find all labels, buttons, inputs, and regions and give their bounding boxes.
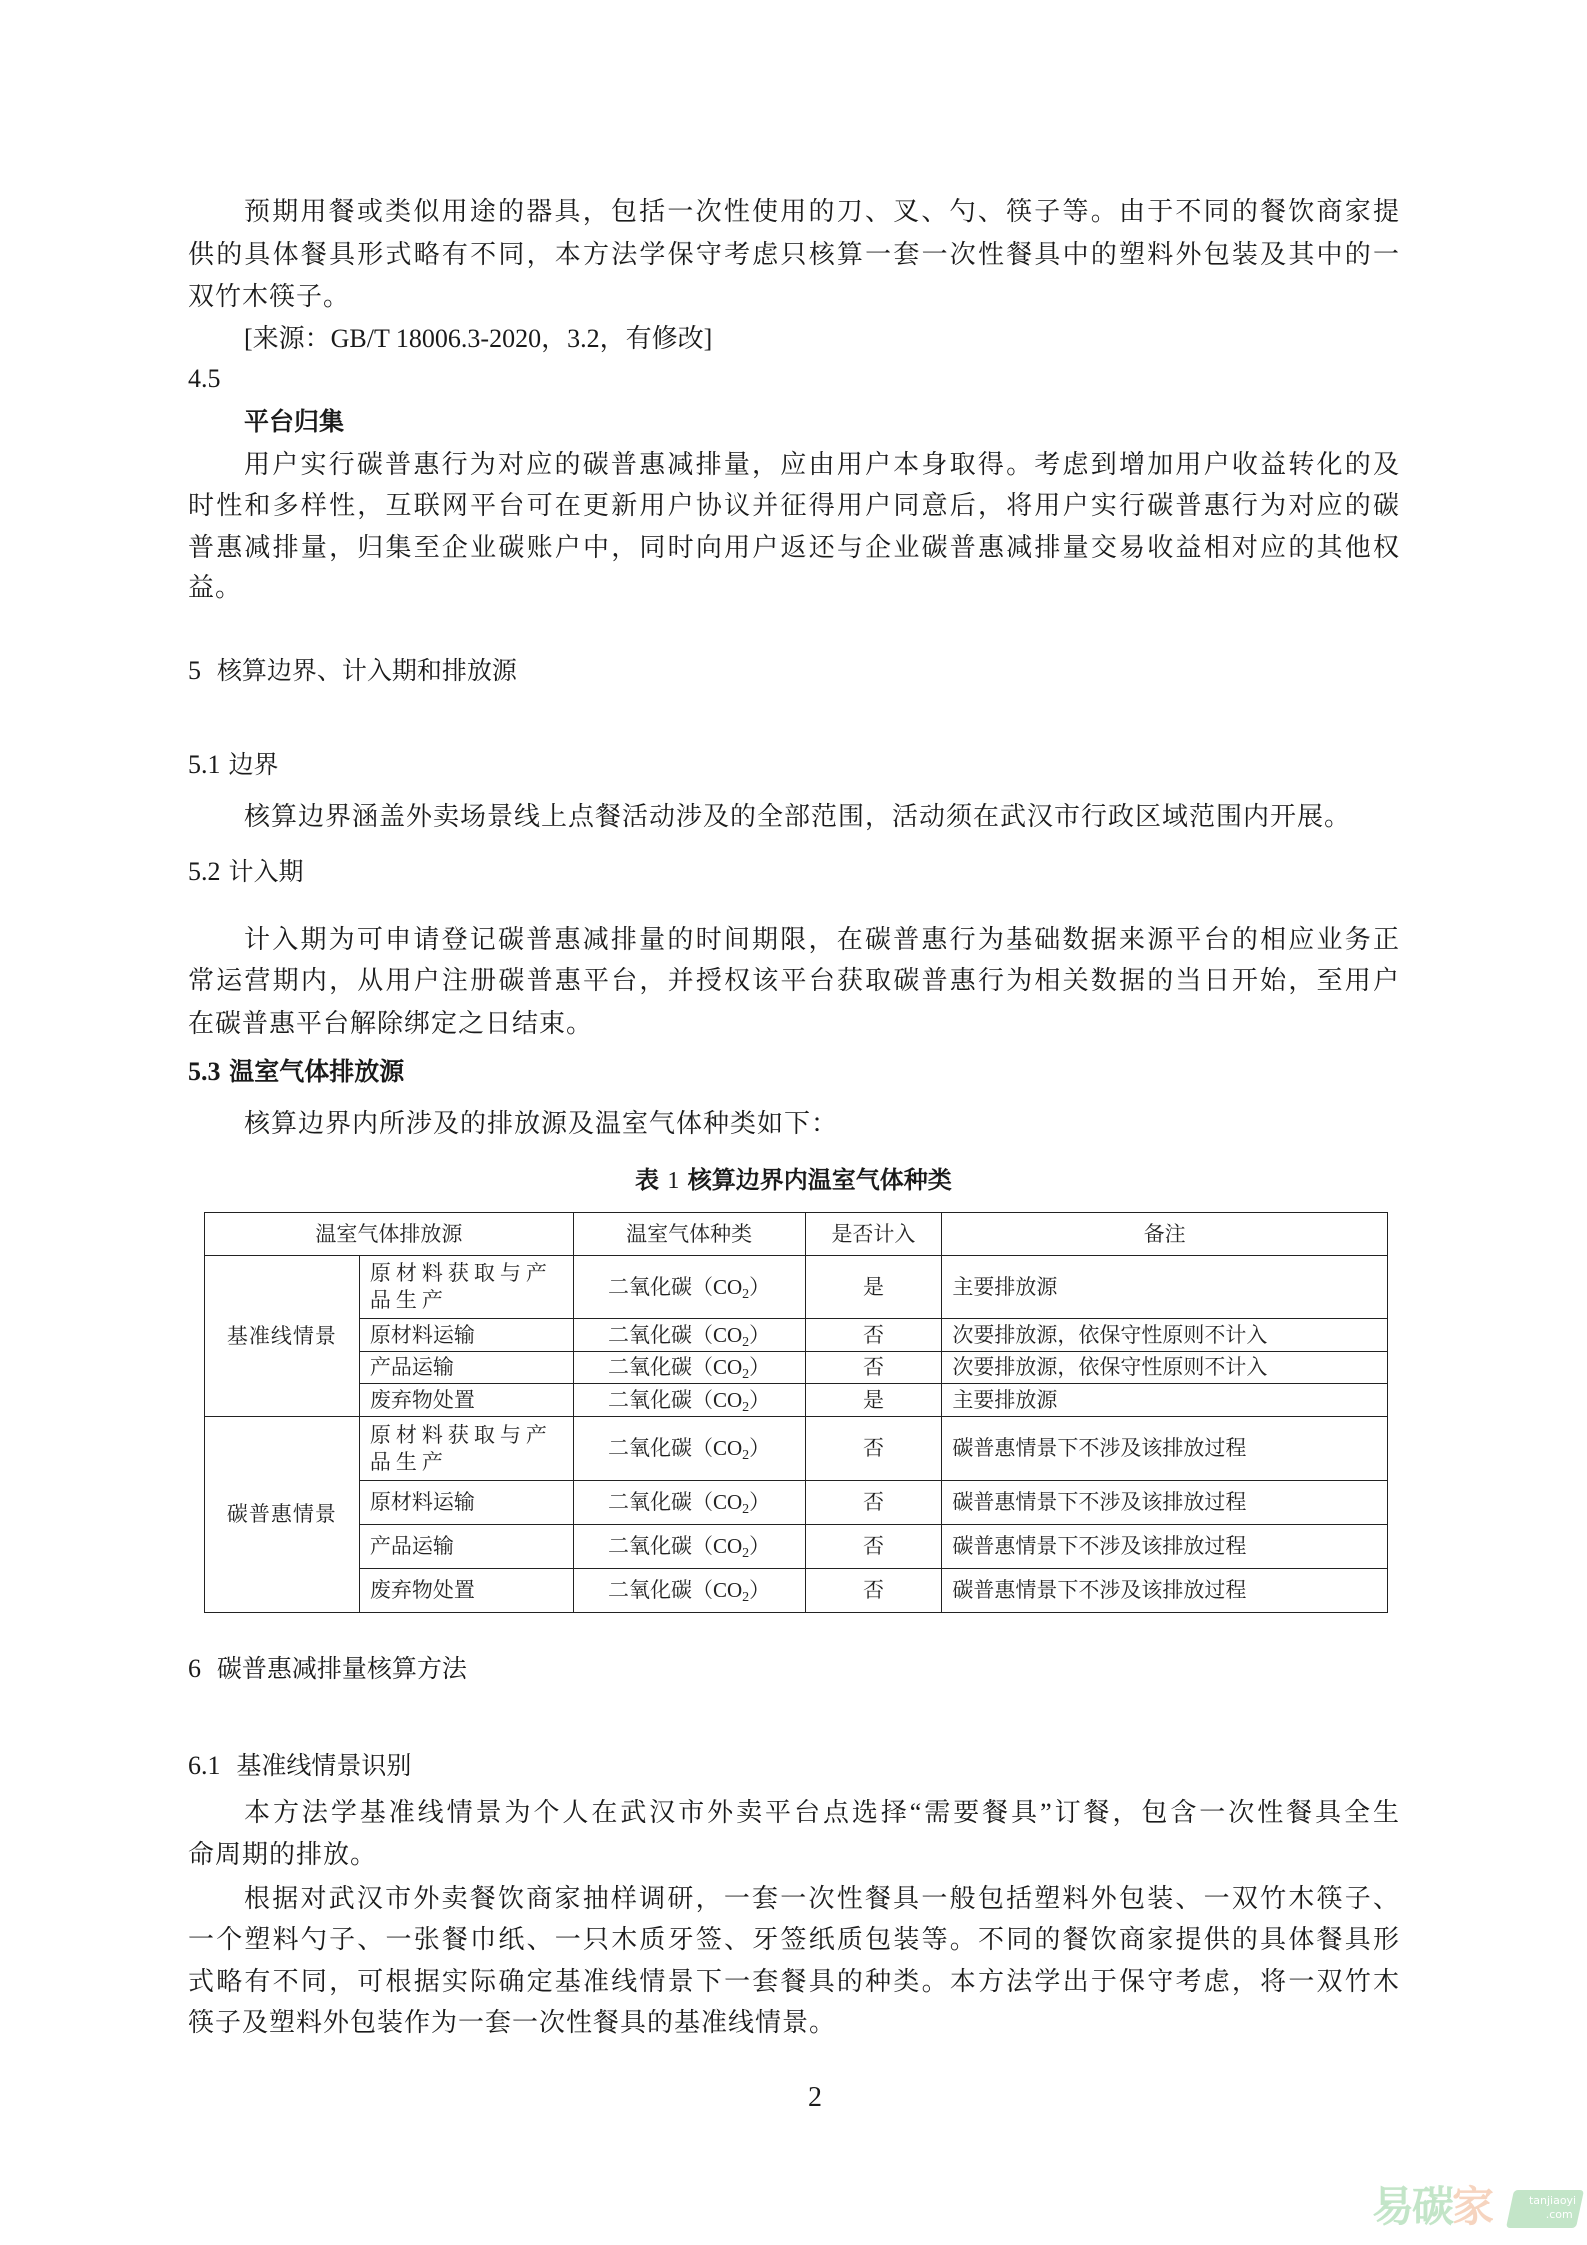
section-6-1-p2-line-3: 式略有不同，可根据实际确定基准线情景下一套餐具的种类。本方法学出于保守考虑，将一双竹木	[188, 1967, 1400, 1996]
row-gas	[573, 1569, 805, 1613]
row-source: 原材料获取与产品生产	[359, 1417, 573, 1481]
header-gas: 温室气体种类	[573, 1213, 805, 1256]
watermark-brand	[1372, 2182, 1492, 2232]
table-caption-number: 1	[667, 1168, 680, 1194]
row-source: 原材料运输	[359, 1319, 573, 1352]
row-gas	[573, 1384, 805, 1417]
row-source: 废弃物处置	[359, 1569, 573, 1613]
gas-close: ）	[749, 1322, 771, 1347]
section-6-number: 6	[188, 1654, 201, 1683]
section-4-5-line-2: 时性和多样性，互联网平台可在更新用户协议并征得用户同意后，将用户实行碳普惠行为对应的碳	[188, 491, 1400, 520]
section-5-2-number: 5.2	[188, 857, 221, 886]
row-note: 主要排放源	[942, 1384, 1388, 1417]
section-4-5-number: 4.5	[188, 364, 221, 393]
section-5-2-title: 计入期	[228, 857, 304, 886]
table-caption-prefix: 表	[635, 1166, 659, 1194]
watermark-logo	[1372, 2180, 1582, 2236]
watermark-domain-line1: tanjiaoyi	[1528, 2194, 1577, 2207]
section-6-heading	[188, 1654, 467, 1684]
section-5-number: 5	[188, 656, 201, 685]
row-source: 原材料获取与产品生产	[359, 1256, 573, 1319]
gas-close: ）	[749, 1578, 771, 1602]
row-counted: 否	[805, 1352, 942, 1384]
table-row	[205, 1384, 1388, 1417]
section-5-3-title: 温室气体排放源	[229, 1057, 405, 1086]
section-4-5-line-1: 用户实行碳普惠行为对应的碳普惠减排量，应由用户本身取得。考虑到增加用户收益转化的及	[244, 450, 1400, 479]
table-row	[205, 1481, 1388, 1525]
section-5-3-heading	[188, 1057, 404, 1087]
section-6-1-p2-line-2: 一个塑料勺子、一张餐巾纸、一只木质牙签、牙签纸质包装等。不同的餐饮商家提供的具体餐具形	[188, 1925, 1400, 1954]
section-5-1-title: 边界	[228, 750, 279, 779]
gas-subscript: 2	[742, 1399, 750, 1415]
row-counted: 否	[805, 1319, 942, 1352]
section-6-1-heading	[188, 1751, 411, 1781]
row-source: 废弃物处置	[359, 1384, 573, 1417]
section-4-5-line-3: 普惠减排量，归集至企业碳账户中，同时向用户返还与企业碳普惠减排量交易收益相对应的其他权	[188, 533, 1400, 562]
source-citation: [来源：GB/T 18006.3-2020，3.2，有修改]	[244, 324, 713, 353]
gas-label: 二氧化碳（CO	[607, 1490, 743, 1514]
row-gas	[573, 1525, 805, 1569]
intro-line-3: 双竹木筷子。	[188, 282, 351, 311]
section-5-title: 核算边界、计入期和排放源	[216, 656, 517, 685]
table-caption-title: 核算边界内温室气体种类	[687, 1166, 952, 1194]
section-5-1-heading	[188, 750, 278, 780]
gas-label: 二氧化碳（CO	[607, 1322, 743, 1347]
section-5-1-line-1: 核算边界涵盖外卖场景线上点餐活动涉及的全部范围，活动须在武汉市行政区域范围内开展。	[244, 802, 1352, 831]
intro-line-2: 供的具体餐具形式略有不同，本方法学保守考虑只核算一套一次性餐具中的塑料外包装及其中的一	[188, 240, 1400, 269]
row-gas	[573, 1417, 805, 1481]
table-caption	[635, 1164, 952, 1197]
table-row	[205, 1256, 1388, 1319]
intro-line-1: 预期用餐或类似用途的器具，包括一次性使用的刀、叉、勺、筷子等。由于不同的餐饮商家提	[244, 197, 1400, 226]
row-counted: 是	[805, 1384, 942, 1417]
watermark-brand-part1: 易碳	[1372, 2182, 1453, 2231]
row-gas	[573, 1256, 805, 1319]
table-header-row	[205, 1213, 1388, 1256]
section-4-5-title: 平台归集	[244, 407, 345, 436]
gas-close: ）	[749, 1490, 771, 1514]
section-5-2-line-1: 计入期为可申请登记碳普惠减排量的时间期限，在碳普惠行为基础数据来源平台的相应业务正	[244, 925, 1400, 954]
row-note: 主要排放源	[942, 1256, 1388, 1319]
gas-close: ）	[749, 1436, 771, 1460]
gas-subscript: 2	[742, 1334, 750, 1350]
row-source: 产品运输	[359, 1525, 573, 1569]
row-source: 产品运输	[359, 1352, 573, 1384]
gas-subscript: 2	[742, 1502, 750, 1517]
gas-subscript: 2	[742, 1448, 750, 1463]
page-number: 2	[808, 2082, 822, 2113]
gas-close: ）	[749, 1534, 771, 1558]
gas-label: 二氧化碳（CO	[607, 1534, 743, 1558]
gas-close: ）	[749, 1355, 771, 1379]
row-note: 碳普惠情景下不涉及该排放过程	[942, 1481, 1388, 1525]
watermark-domain-badge	[1506, 2190, 1584, 2228]
row-note: 碳普惠情景下不涉及该排放过程	[942, 1569, 1388, 1613]
section-5-2-heading	[188, 857, 303, 887]
row-note: 碳普惠情景下不涉及该排放过程	[942, 1417, 1388, 1481]
row-counted: 否	[805, 1525, 942, 1569]
section-6-title: 碳普惠减排量核算方法	[216, 1654, 467, 1683]
section-6-1-p1-line-1: 本方法学基准线情景为个人在武汉市外卖平台点选择“需要餐具”订餐，包含一次性餐具全生	[244, 1798, 1400, 1827]
row-gas	[573, 1352, 805, 1384]
watermark-domain-line2: .com	[1545, 2208, 1573, 2221]
table-row	[205, 1569, 1388, 1613]
section-4-5-line-4: 益。	[188, 573, 243, 602]
row-note: 次要排放源，依保守性原则不计入	[942, 1319, 1388, 1352]
section-6-1-p1-line-2: 命周期的排放。	[188, 1840, 378, 1869]
section-5-1-number: 5.1	[188, 750, 221, 779]
section-6-1-p2-line-1: 根据对武汉市外卖餐饮商家抽样调研，一套一次性餐具一般包括塑料外包装、一双竹木筷子、	[244, 1884, 1400, 1913]
gas-subscript: 2	[742, 1367, 750, 1382]
row-note: 次要排放源，依保守性原则不计入	[942, 1352, 1388, 1384]
emission-sources-table	[204, 1212, 1388, 1613]
header-source: 温室气体排放源	[205, 1213, 574, 1256]
section-6-1-p2-line-4: 筷子及塑料外包装作为一套一次性餐具的基准线情景。	[188, 2008, 837, 2037]
gas-label: 二氧化碳（CO	[607, 1355, 743, 1379]
gas-label: 二氧化碳（CO	[607, 1436, 743, 1460]
table-row	[205, 1352, 1388, 1384]
gas-subscript: 2	[742, 1546, 750, 1561]
row-counted: 否	[805, 1481, 942, 1525]
section-5-heading	[188, 656, 517, 686]
row-note: 碳普惠情景下不涉及该排放过程	[942, 1525, 1388, 1569]
row-counted: 否	[805, 1569, 942, 1613]
group-baseline: 基准线情景	[205, 1256, 360, 1417]
section-5-2-line-3: 在碳普惠平台解除绑定之日结束。	[188, 1009, 594, 1038]
gas-subscript: 2	[742, 1590, 750, 1605]
section-6-1-number: 6.1	[188, 1751, 221, 1780]
row-gas	[573, 1481, 805, 1525]
watermark-brand-part2: 家	[1452, 2182, 1493, 2231]
table-row	[205, 1319, 1388, 1352]
table-row	[205, 1525, 1388, 1569]
row-gas	[573, 1319, 805, 1352]
gas-close: ）	[749, 1387, 771, 1412]
header-note: 备注	[942, 1213, 1388, 1256]
row-source: 原材料运输	[359, 1481, 573, 1525]
gas-label: 二氧化碳（CO	[607, 1387, 743, 1412]
row-counted: 是	[805, 1256, 942, 1319]
gas-close: ）	[749, 1274, 771, 1299]
section-5-3-number: 5.3	[188, 1057, 221, 1086]
gas-label: 二氧化碳（CO	[607, 1274, 743, 1299]
header-counted: 是否计入	[805, 1213, 942, 1256]
section-5-3-line-1: 核算边界内所涉及的排放源及温室气体种类如下：	[244, 1109, 839, 1138]
section-5-2-line-2: 常运营期内，从用户注册碳普惠平台，并授权该平台获取碳普惠行为相关数据的当日开始，至用户	[188, 966, 1400, 995]
gas-subscript: 2	[742, 1286, 750, 1302]
group-carbon-inclusive: 碳普惠情景	[205, 1417, 360, 1613]
gas-label: 二氧化碳（CO	[607, 1578, 743, 1602]
section-6-1-title: 基准线情景识别	[236, 1751, 412, 1780]
row-counted: 否	[805, 1417, 942, 1481]
table-row	[205, 1417, 1388, 1481]
